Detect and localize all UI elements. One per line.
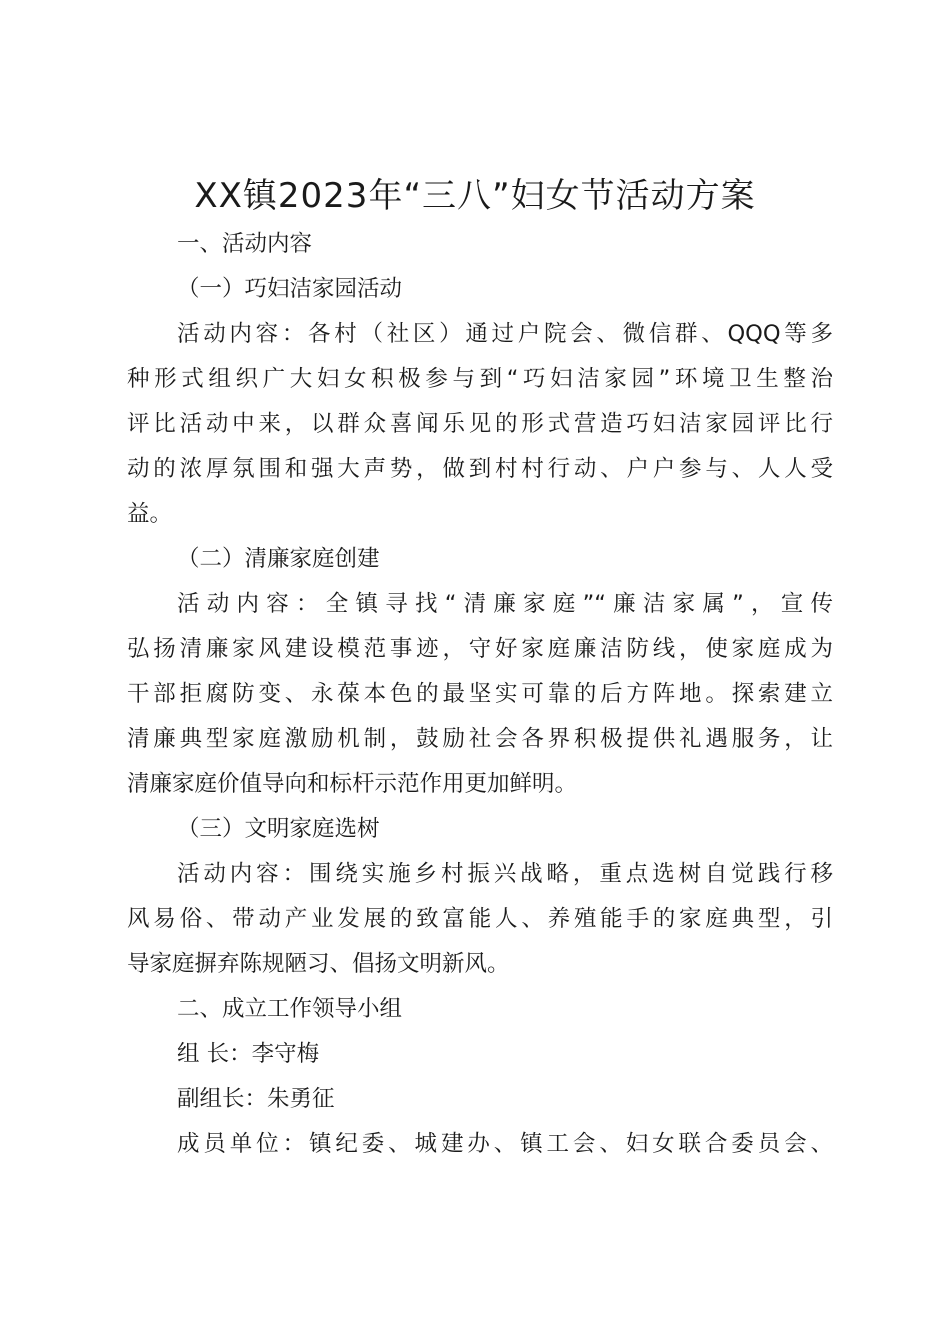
body-line: 风易俗、带动产业发展的致富能人、养殖能手的家庭典型，引 [127, 906, 833, 932]
body-line: 二、成立工作领导小组 [177, 996, 403, 1022]
document-body [127, 222, 833, 1167]
body-line: 副组长：朱勇征 [177, 1086, 335, 1112]
body-line: 导家庭摒弃陈规陋习、倡扬文明新风。 [127, 951, 510, 977]
body-line: 弘扬清廉家风建设模范事迹，守好家庭廉洁防线，使家庭成为 [127, 636, 833, 662]
body-line: 活动内容：各村（社区）通过户院会、微信群、QQQ等多 [177, 321, 833, 347]
body-line: 组 长：李守梅 [177, 1041, 320, 1067]
body-line: 益。 [127, 501, 173, 527]
body-line: （三）文明家庭选树 [177, 816, 380, 842]
body-line: 活动内容：围绕实施乡村振兴战略，重点选树自觉践行移 [177, 861, 833, 887]
body-line: 种形式组织广大妇女积极参与到“巧妇洁家园”环境卫生整治 [127, 366, 833, 392]
body-line: （一）巧妇洁家园活动 [177, 276, 403, 302]
body-line: 一、活动内容 [177, 231, 313, 257]
body-line: 清廉家庭价值导向和标杆示范作用更加鲜明。 [127, 771, 578, 797]
body-line: 动的浓厚氛围和强大声势，做到村村行动、户户参与、人人受 [127, 456, 833, 482]
body-line: 成员单位：镇纪委、城建办、镇工会、妇女联合委员会、 [177, 1131, 833, 1157]
body-line: 活动内容：全镇寻找“清廉家庭”“廉洁家属”，宣传 [177, 591, 833, 617]
body-line: 评比活动中来，以群众喜闻乐见的形式营造巧妇洁家园评比行 [127, 411, 833, 437]
document-title: XX镇2023年“三八”妇女节活动方案 [194, 176, 756, 216]
body-line: 清廉典型家庭激励机制，鼓励社会各界积极提供礼遇服务，让 [127, 726, 833, 752]
body-line: （二）清廉家庭创建 [177, 546, 380, 572]
body-line: 干部拒腐防变、永葆本色的最坚实可靠的后方阵地。探索建立 [127, 681, 833, 707]
